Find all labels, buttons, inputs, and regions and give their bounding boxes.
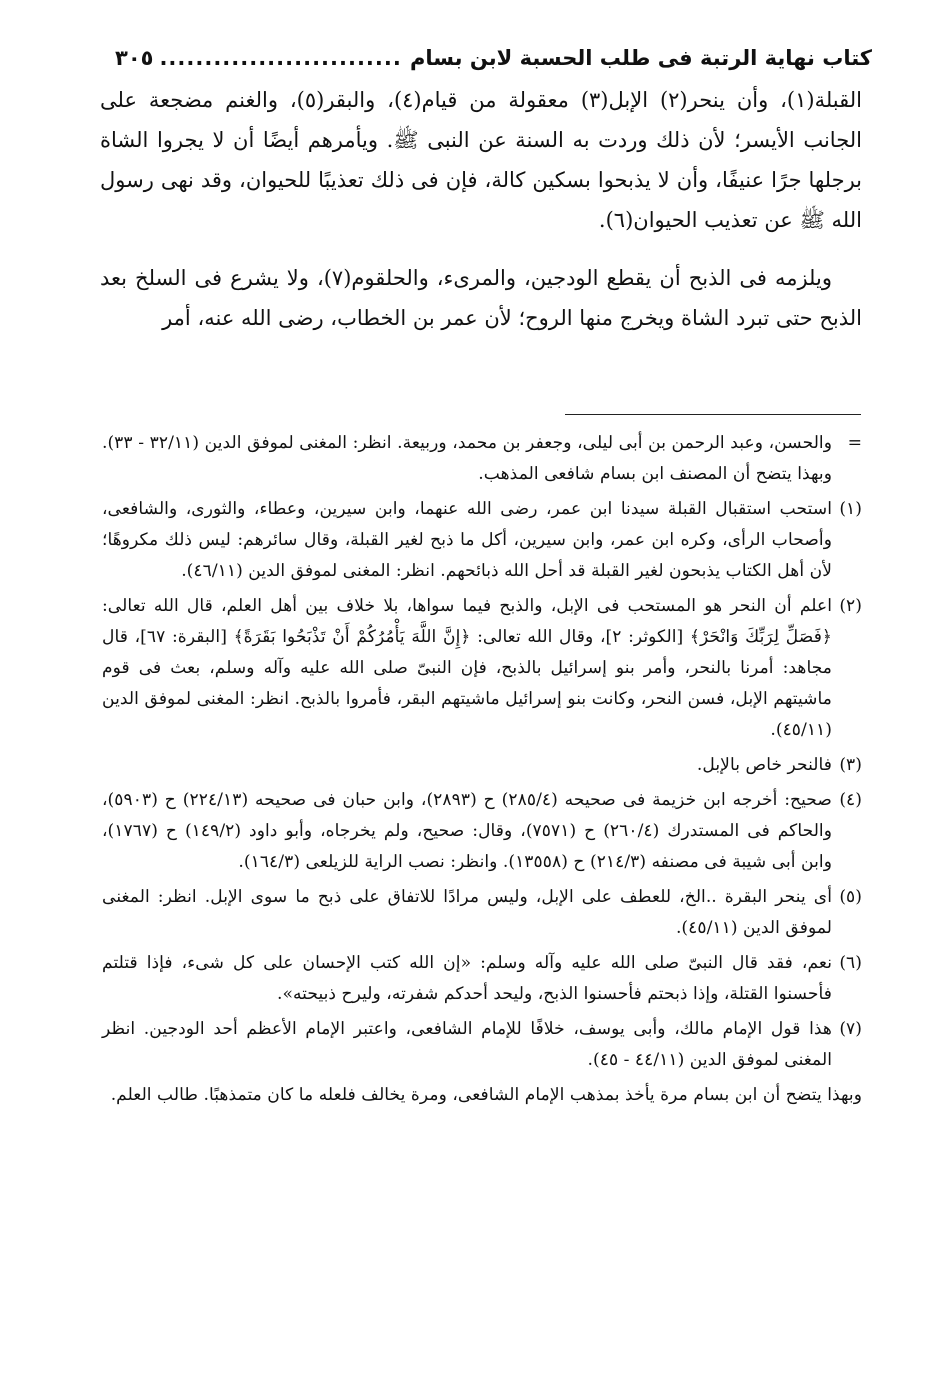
footnote-7 — [102, 1014, 862, 1076]
footnote-5 — [102, 882, 862, 944]
footnote-3 — [102, 750, 862, 781]
main-paragraph-2: ويلزمه فى الذبح أن يقطع الودجين، والمرىء، والحلقوم(٧)، ولا يشرع فى السلخ بعد الذبح حتى تبرد الشاة ويخرج منها الروح؛ لأن عمر بن الخطاب، رضى الله عنه، أمر — [100, 266, 862, 330]
footnote-6 — [102, 948, 862, 1010]
footnote-1 — [102, 494, 862, 587]
footnote-mark: (٥) — [839, 887, 862, 907]
footnote-text: أى ينحر البقرة ..الخ، للعطف على الإبل، وليس مرادًا للاتفاق على ذبح ما سوى الإبل. انظر: المغنى لموفق الدين (٤٥/١١). — [102, 887, 832, 938]
footnote-text: نعم، فقد قال النبىّ صلى الله عليه وآله وسلم: «إن الله كتب الإحسان على كل شىء، فإذا قتلتم فأحسنوا القتلة، وإذا ذبحتم فأحسنوا الذبح، وليحد أحدكم شفرته، وليرح ذبيحته». — [102, 953, 832, 1004]
footnote-text: فالنحر خاص بالإبل. — [696, 755, 832, 775]
footnote-mark: (٣) — [839, 755, 862, 775]
footnote-closing: وبهذا يتضح أن ابن بسام مرة يأخذ بمذهب الإمام الشافعى، ومرة يخالف فلعله ما كان متمذهبًا. طالب العلم. — [110, 1085, 862, 1105]
main-paragraph-1: القبلة(١)، وأن ينحر(٢) الإبل(٣) معقولة من قيام(٤)، والبقر(٥)، والغنم مضجعة على الجانب الأيسر؛ لأن ذلك وردت به السنة عن النبى ﷺ. ويأمرهم أيضًا أن لا يجروا الشاة برجلها جرًا عنيفًا، وأن لا يذبحوا بسكين كالة، فإن فى ذلك تعذيبًا للحيوان، وقد نهى رسول الله ﷺ عن تعذيب الحيوان(٦). — [100, 88, 862, 232]
page-number-group — [115, 46, 402, 70]
footnote-text: اعلم أن النحر هو المستحب فى الإبل، والذبح فيما سواها، بلا خلاف بين أهل العلم، قال الله تعالى: ﴿فَصَلِّ لِرَبِّكَ وَانْحَرْ﴾ [الكوثر: ٢]، وقال الله تعالى: ﴿إِنَّ اللَّهَ يَأْمُرُكُمْ أَنْ تَذْبَحُوا بَقَرَةً﴾ [البقرة: ٦٧]، قال مجاهد: أمرنا بالنحر، وأمر بنو إسرائيل بالذبح، فإن النبىّ صلى الله عليه وآله وسلم، بعث فى قوم ماشيتهم الإبل، فسن النحر، وكانت بنو إسرائيل ماشيتهم البقر، فأمروا بالذبح. انظر: المغنى لموفق الدين (٤٥/١١). — [102, 596, 832, 740]
header-dots: ........................... — [159, 46, 402, 70]
footnote-text: والحسن، وعبد الرحمن بن أبى ليلى، وجعفر بن محمد، وربيعة. انظر: المغنى لموفق الدين (٣٢/١١ - ٣٣). وبهذا يتضح أن المصنف ابن بسام شافعى المذهب. — [102, 433, 832, 484]
footnote-mark: (٢) — [839, 596, 862, 616]
footnote-text: استحب استقبال القبلة سيدنا ابن عمر، رضى الله عنهما، وابن سيرين، وعطاء، والثورى، والشافعى، وأصحاب الرأى، وكره ابن عمر، وابن سيرين، أكل ما ذبح لغير القبلة، وقال سائرهم: ليس ذلك مكروهًا؛ لأن أهل الكتاب يذبحون لغير القبلة قد أحل الله ذبائحهم. انظر: المغنى لموفق الدين (٤٦/١١). — [102, 499, 832, 581]
book-title: كتاب نهاية الرتبة فى طلب الحسبة لابن بسام — [410, 46, 872, 70]
main-text — [100, 80, 862, 356]
footnote-text: هذا قول الإمام مالك، وأبى يوسف، خلافًا للإمام الشافعى، واعتبر الإمام الأعظم أحد الودجين. انظر المغنى لموفق الدين (٤٤/١١ - ٤٥). — [102, 1019, 832, 1070]
footnotes — [102, 428, 862, 1111]
footnote-2 — [102, 591, 862, 746]
footnote-continuation — [102, 428, 862, 490]
footnote-4 — [102, 785, 862, 878]
footnote-mark: (٤) — [839, 790, 862, 810]
footnote-mark: (٦) — [839, 953, 862, 973]
footnote-text: صحيح: أخرجه ابن خزيمة فى صحيحه (٢٨٥/٤) ح (٢٨٩٣)، وابن حبان فى صحيحه (٢٢٤/١٣) ح (٥٩٠٣)، والحاكم فى المستدرك (٢٦٠/٤) ح (٧٥٧١)، وقال: صحيح، ولم يخرجاه، وأبو داود (١٤٩/٢) ح (١٧٦٧)، وابن أبى شيبة فى مصنفه (٢١٤/٣) ح (١٣٥٥٨). وانظر: نصب الراية للزيلعى (١٦٤/٣). — [102, 790, 833, 872]
footnote-mark: (٧) — [839, 1019, 862, 1039]
footnote-mark: (١) — [839, 499, 862, 519]
running-header — [115, 38, 872, 78]
footnote-mark: = — [847, 433, 862, 453]
page-number: ٣٠٥ — [115, 46, 154, 70]
footnote-separator — [565, 414, 861, 415]
